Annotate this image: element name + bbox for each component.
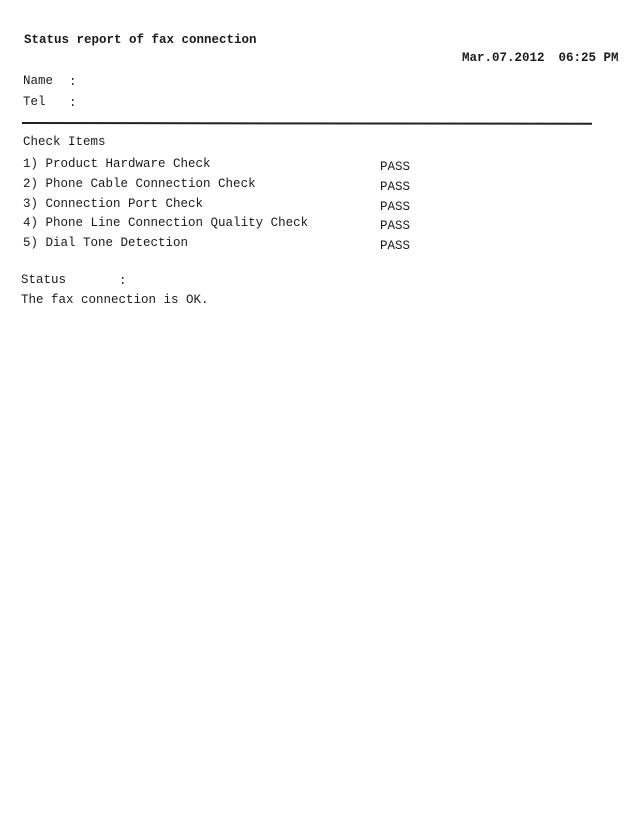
report-datetime (432, 37, 619, 79)
check-result-badge: PASS (380, 180, 411, 194)
check-item-number: 2) (23, 177, 39, 191)
check-item-text: Product Hardware Check (45, 157, 211, 171)
check-item-label (23, 216, 308, 230)
report-date: Mar.07.2012 (462, 51, 545, 65)
status-message: The fax connection is OK. (21, 293, 209, 307)
tel-colon: : (69, 96, 77, 110)
check-item-text: Phone Line Connection Quality Check (45, 216, 309, 230)
report-time: 06:25 PM (558, 51, 619, 65)
tel-label: Tel (23, 95, 46, 109)
check-item-label (23, 157, 211, 171)
check-result-badge: PASS (380, 219, 411, 233)
status-label: Status (21, 273, 67, 287)
check-result-badge: PASS (380, 160, 411, 174)
check-item-text: Dial Tone Detection (45, 236, 189, 250)
check-result-badge: PASS (380, 200, 411, 214)
report-title: Status report of fax connection (24, 33, 257, 47)
check-item-label (23, 236, 188, 250)
name-colon: : (69, 75, 77, 89)
check-item-number: 3) (23, 197, 39, 211)
check-items-title: Check Items (23, 135, 106, 149)
check-item-number: 1) (23, 157, 39, 171)
status-colon: : (119, 274, 127, 288)
check-item-text: Phone Cable Connection Check (45, 177, 256, 191)
check-item-number: 5) (23, 236, 39, 250)
check-item-number: 4) (23, 216, 39, 230)
check-result-badge: PASS (380, 239, 411, 253)
name-label: Name (23, 74, 54, 88)
header-divider (22, 122, 592, 125)
check-item-text: Connection Port Check (45, 197, 204, 211)
check-item-label (23, 177, 256, 191)
check-item-label (23, 197, 203, 211)
